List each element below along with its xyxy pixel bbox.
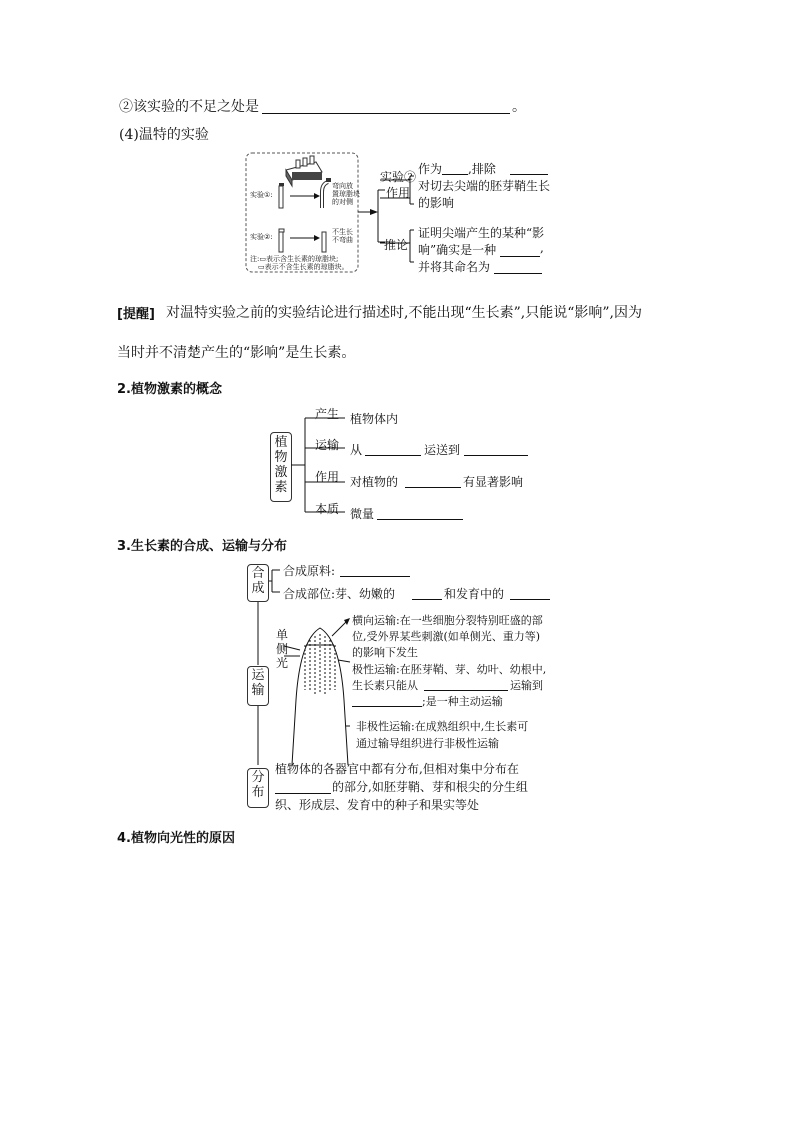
dist-blank[interactable] — [275, 793, 331, 794]
exp2-label: 实验②: — [250, 233, 273, 241]
infer-line-2-end: , — [540, 241, 544, 255]
synth-line-1: 合成原料: — [283, 564, 336, 578]
sec2-text-transport-a: 从 — [350, 443, 363, 457]
sec4-heading: 4.植物向光性的原因 — [117, 831, 235, 846]
polar-line-3: ;是一种主动运输 — [422, 695, 503, 708]
nonpolar-line-1: 非极性运输:在成熟组织中,生长素可 — [356, 720, 529, 733]
sec2-text-nature: 微量 — [350, 507, 375, 521]
synth-box: 合成 — [247, 564, 269, 602]
role-line-1a: 作为 — [418, 162, 443, 176]
exp1-label: 实验①: — [250, 191, 273, 199]
dist-line-1: 植物体的各器官中都有分布,但相对集中分布在 — [275, 762, 519, 776]
sec2-text-transport-b: 运送到 — [424, 443, 461, 457]
polar-line-2b: 运输到 — [510, 679, 543, 692]
polar-to-blank[interactable] — [352, 706, 422, 707]
exp2-tag: 实验② — [380, 170, 417, 184]
role-line-1b: ,排除 — [468, 162, 496, 176]
infer-line-1: 证明尖端产生的某种“影 — [418, 226, 545, 240]
nonpolar-line-2: 通过输导组织进行非极性运输 — [356, 737, 499, 750]
lateral-line-2: 位,受外界某些刺激(如单侧光、重力等) — [352, 630, 541, 643]
sec2-text-produce: 植物体内 — [350, 412, 399, 426]
polar-line-1: 极性运输:在胚芽鞘、芽、幼叶、幼根中, — [352, 663, 547, 676]
infer-tag: 推论 — [384, 238, 409, 252]
transport-box: 运输 — [247, 666, 269, 706]
tip-text-2: 当时并不清楚产生的“影响”是生长素。 — [117, 345, 356, 361]
role-line-2: 对切去尖端的胚芽鞘生长 — [418, 179, 551, 193]
nogrow-label: 不生长 不弯曲 — [332, 228, 353, 244]
infer-line-2: 响”确实是一种 — [418, 243, 497, 257]
note-1: 注:▭表示含生长素的琼脂块; — [250, 255, 339, 263]
sec2-label-transport: 运输 — [315, 438, 340, 452]
light-label: 单侧光 — [276, 628, 289, 670]
synth-material-blank[interactable] — [340, 576, 410, 577]
hormone-box: 植物激素 — [270, 432, 292, 502]
tip-text-1: 对温特实验之前的实验结论进行描述时,不能出现“生长素”,只能说“影响”,因为 — [166, 305, 642, 321]
dist-box: 分布 — [247, 768, 269, 808]
synth-line-2b: 和发育中的 — [444, 587, 505, 601]
sec2-label-effect: 作用 — [315, 470, 340, 484]
polar-line-2a: 生长素只能从 — [352, 679, 418, 692]
bend-label: 弯向放 置琼脂块 的对侧 — [332, 182, 360, 206]
dist-line-2: 的部分,如胚芽鞘、芽和根尖的分生组 — [332, 780, 528, 794]
lateral-line-1: 横向运输:在一些细胞分裂特别旺盛的部 — [352, 614, 543, 627]
q4-title: (4)温特的实验 — [119, 127, 209, 143]
synth-site-blank-1[interactable] — [412, 599, 442, 600]
sec2-text-effect-a: 对植物的 — [350, 475, 399, 489]
q2-text: ②该实验的不足之处是 — [119, 99, 259, 115]
tip-tag: [提醒] — [117, 307, 155, 322]
synth-line-2a: 合成部位:芽、幼嫩的 — [283, 587, 396, 601]
lateral-line-3: 的影响下发生 — [352, 646, 418, 659]
polar-from-blank[interactable] — [424, 690, 508, 691]
infer-line-3: 并将其命名为 — [418, 260, 491, 274]
sec2-label-produce: 产生 — [315, 407, 340, 421]
sec3-heading: 3.生长素的合成、运输与分布 — [117, 539, 287, 554]
role-tag: 作用 — [386, 186, 411, 200]
role-line-3: 的影响 — [418, 196, 455, 210]
synth-site-blank-2[interactable] — [510, 599, 550, 600]
sec2-text-effect-b: 有显著影响 — [463, 475, 524, 489]
sec2-label-nature: 本质 — [315, 502, 340, 516]
dist-line-3: 织、形成层、发育中的种子和果实等处 — [275, 798, 480, 812]
sec2-heading: 2.植物激素的概念 — [117, 382, 222, 397]
q2-end: 。 — [512, 99, 526, 115]
note-2: ▭表示不含生长素的琼脂块。 — [258, 263, 349, 271]
